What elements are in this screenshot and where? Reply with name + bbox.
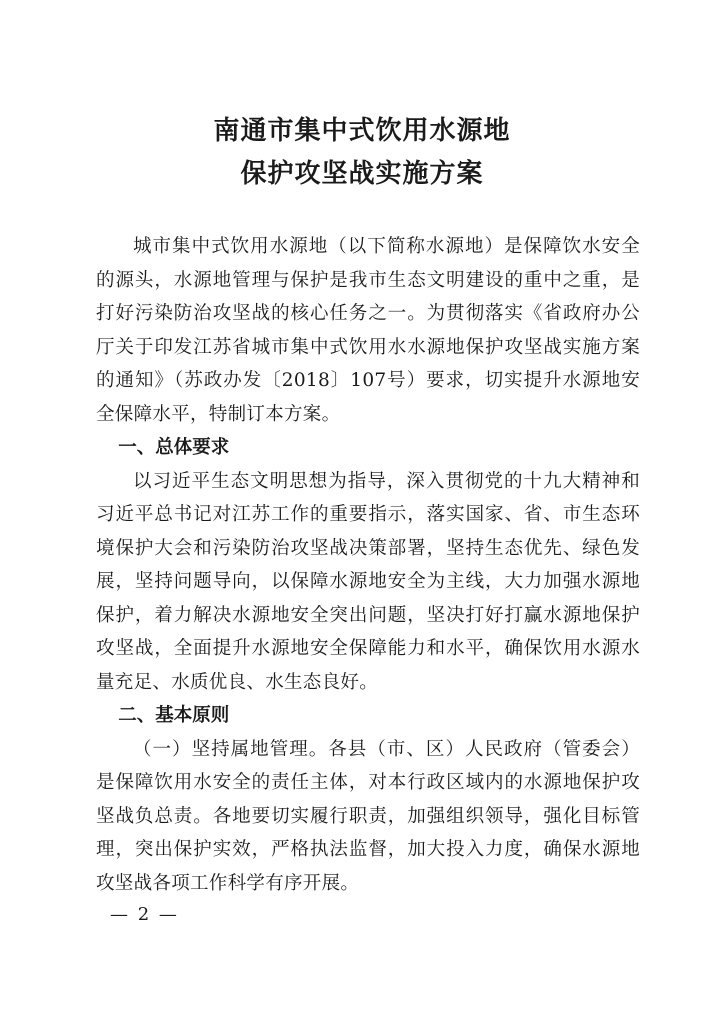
document-title-line-2: 保护攻坚战实施方案 — [240, 159, 484, 189]
intro-paragraph: 城市集中式饮用水源地（以下简称水源地）是保障饮水安全的源头，水源地管理与保护是我市生态文明建设的重中之重，是打好污染防治攻坚战的核心任务之一。为贯彻落实《省政府办公厅关于印发江苏省城市集中式饮用水水源地保护攻坚战实施方案的通知》（苏政办发〔2018〕107号）要求，切实提升水源地安全保障水平，特制订本方案。 — [96, 236, 640, 425]
general-requirements-paragraph: 以习近平生态文明思想为指导，深入贯彻党的十九大精神和习近平总书记对江苏工作的重要指示，落实国家、省、市生态环境保护大会和污染防治攻坚战决策部署，坚持生态优先、绿色发展，坚持问题导向，以保障水源地安全为主线，大力加强水源地保护，着力解决水源地安全突出问题，坚决打好打赢水源地保护攻坚战，全面提升水源地安全保障能力和水平，确保饮用水源水量充足、水质优良、水生态良好。 — [96, 470, 640, 693]
section-heading-basic-principles: 二、基本原则 — [118, 705, 230, 726]
page-number: — 2 — — [110, 904, 179, 925]
document-body — [96, 230, 640, 900]
basic-principles-paragraph: （一）坚持属地管理。各县（市、区）人民政府（管委会）是保障饮用水安全的责任主体，对本行政区域内的水源地保护攻坚战负总责。各地要切实履行职责，加强组织领导，强化目标管理，突出保护实效，严格执法监督，加大投入力度，确保水源地攻坚战各项工作科学有序开展。 — [96, 738, 640, 894]
section-heading-general-requirements: 一、总体要求 — [118, 437, 230, 458]
document-title-line-1: 南通市集中式饮用水源地 — [213, 116, 511, 146]
